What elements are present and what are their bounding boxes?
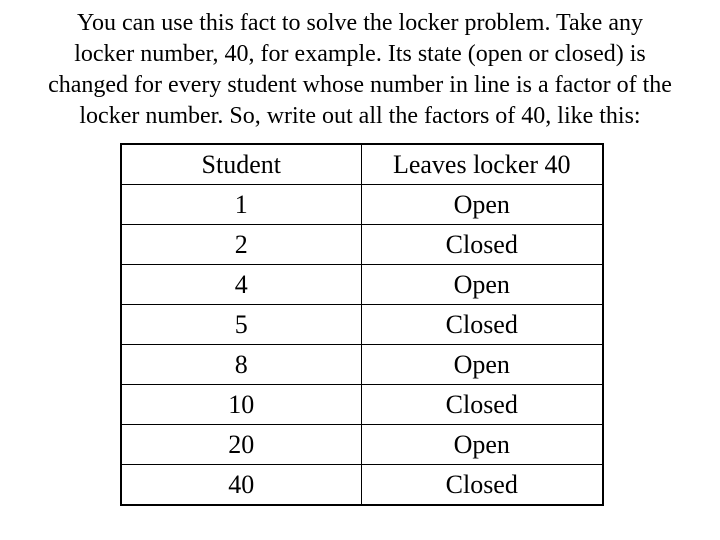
locker-state: Open: [361, 345, 603, 385]
student-number: 4: [121, 265, 361, 305]
table-header-row: [121, 144, 603, 185]
table-row: [121, 345, 603, 385]
table-row: [121, 465, 603, 506]
student-number: 1: [121, 185, 361, 225]
intro-line: locker number. So, write out all the factors of 40, like this:: [79, 103, 641, 129]
student-number: 40: [121, 465, 361, 506]
intro-paragraph: [0, 8, 720, 132]
locker-state: Closed: [361, 305, 603, 345]
factor-state-table: [120, 143, 604, 506]
student-number: 10: [121, 385, 361, 425]
header-locker-state: Leaves locker 40: [361, 144, 603, 185]
table-row: [121, 305, 603, 345]
table-row: [121, 185, 603, 225]
table-row: [121, 225, 603, 265]
table-row: [121, 425, 603, 465]
locker-state: Closed: [361, 465, 603, 506]
intro-line: changed for every student whose number in line is a factor of the: [48, 72, 672, 98]
table-row: [121, 265, 603, 305]
student-number: 8: [121, 345, 361, 385]
locker-state: Closed: [361, 385, 603, 425]
locker-state: Closed: [361, 225, 603, 265]
intro-line: You can use this fact to solve the locker problem. Take any: [77, 10, 643, 36]
student-number: 20: [121, 425, 361, 465]
locker-state: Open: [361, 185, 603, 225]
student-number: 2: [121, 225, 361, 265]
student-number: 5: [121, 305, 361, 345]
intro-line: locker number, 40, for example. Its state (open or closed) is: [74, 41, 646, 67]
header-student: Student: [121, 144, 361, 185]
locker-state: Open: [361, 425, 603, 465]
table-row: [121, 385, 603, 425]
locker-state: Open: [361, 265, 603, 305]
